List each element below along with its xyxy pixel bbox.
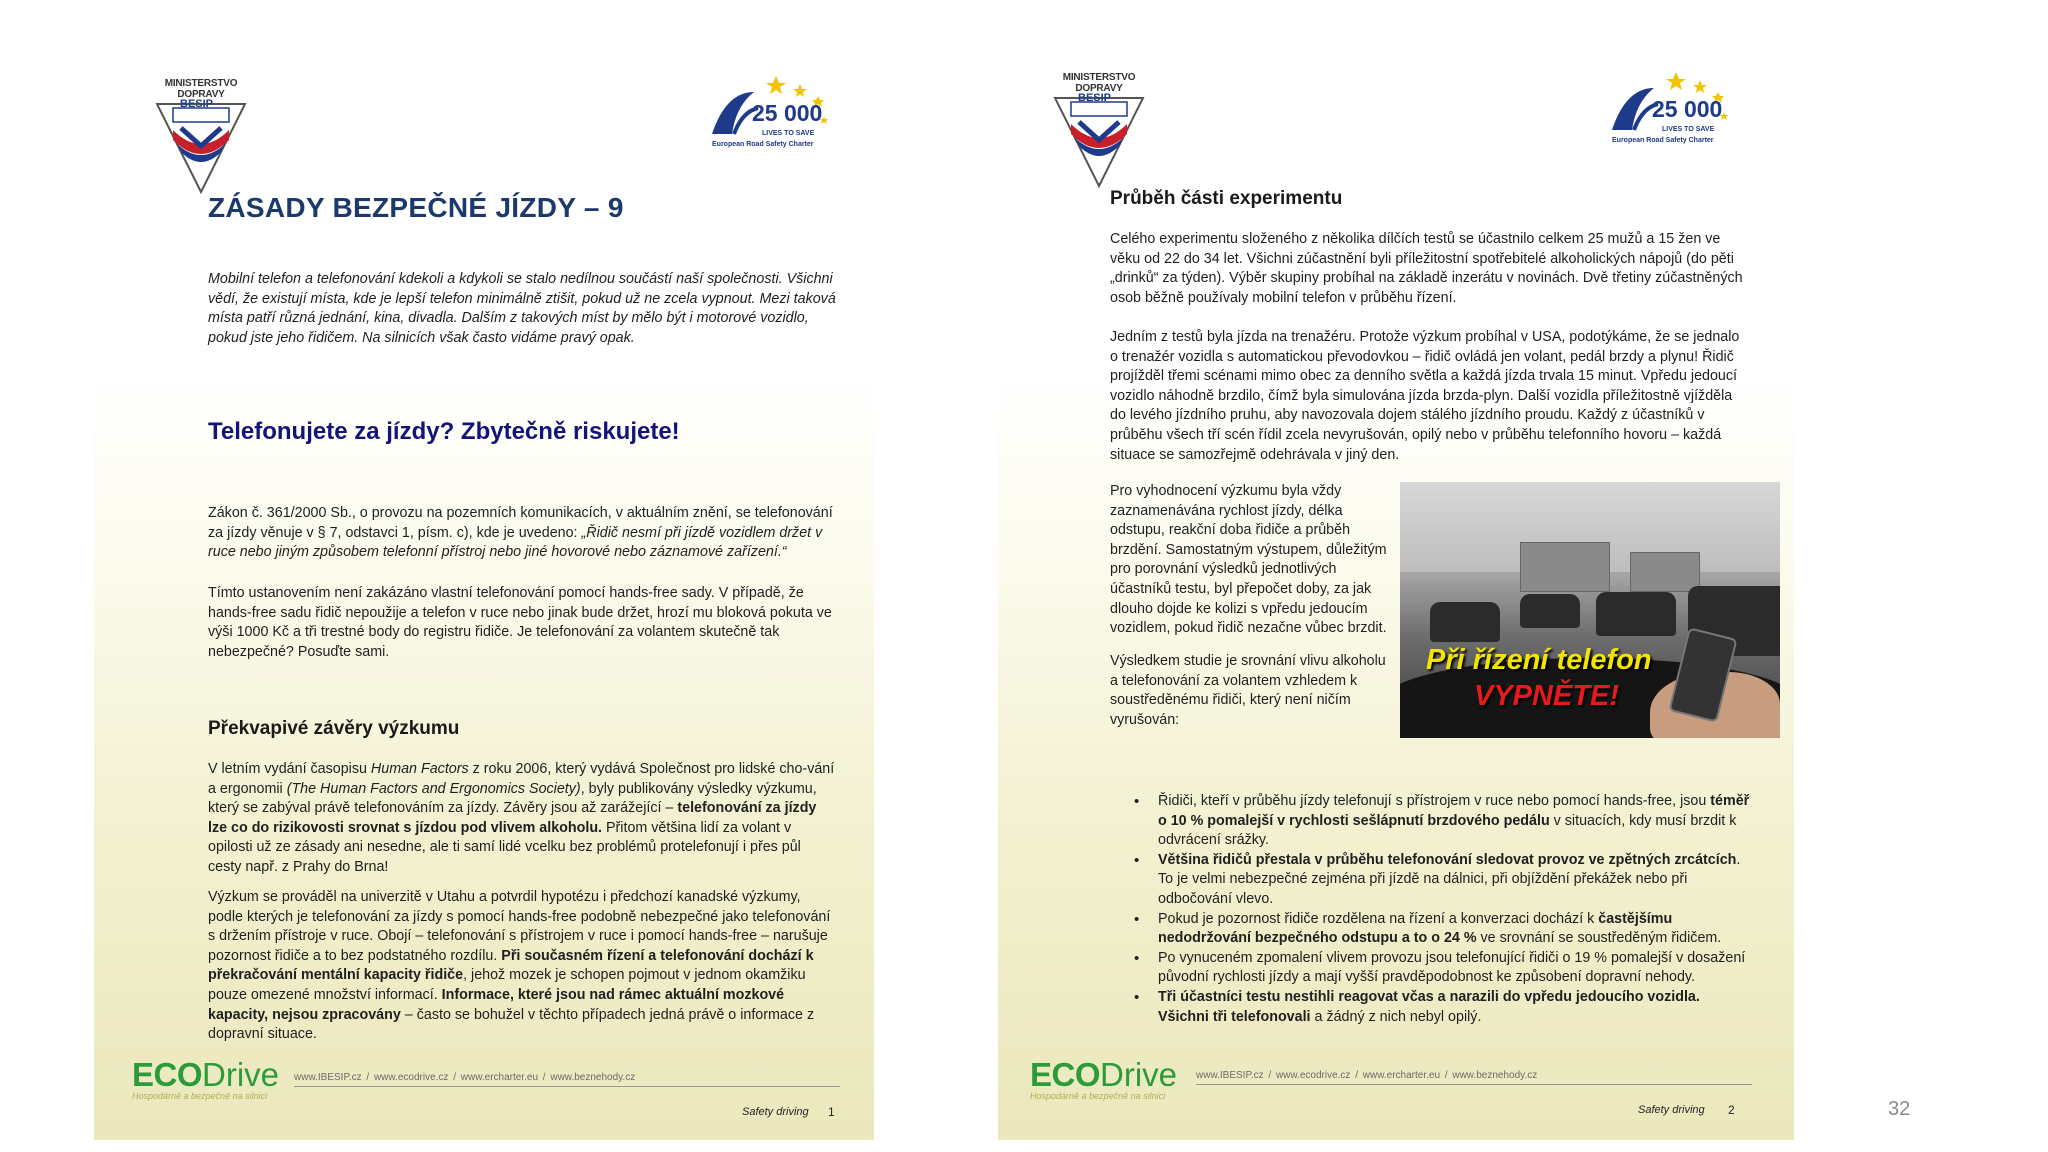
page-number: 1 [828, 1105, 835, 1119]
result-text: . To je velmi nebezpečné zejména při jízdě na dálnici, při objíždění překážek nebo při odbočování vlevo. [1158, 851, 1741, 907]
experiment-paragraph-1: Celého experimentu složeného z několika dílčích testů se účastnilo celkem 25 mužů a 15 žen ve věku od 22 do 34 let. Všichni zúčastnění byli příležitostní spotřebitelé alkoholických nápojů (do pěti „drinků“ za týden). Výběr skupiny probíhal na základě inzerátu v novinách. Dvě třetiny zúčastněných osob běžně používaly mobilní telefon v průběhu řízení. [1110, 231, 1743, 306]
research-text: Výzkum se prováděl na univerzitě v Utahu a potvrdil hypotézu i předchozí kanadské výzkumy, podle kterých je telefonování za jízdy s pomocí hands-free podobně nebezpečné jako telefonování s držením přístroje v ruce. Obojí – telefonování s přístrojem v ruce i pomocí hands-free – narušuje pozornost řidiče a to bez podstatného rozdílu. [208, 889, 831, 964]
lives-to-save-logo [1606, 72, 1746, 148]
result-highlight: Tři účastníci testu nestihli reagovat včas a narazili do vpředu jedoucího vozidla. Všichni tři telefonovali [1158, 988, 1700, 1025]
phone-warning-photo [1400, 482, 1780, 738]
result-highlight: častějšímu nedodržování bezpečného odstupu a to o 24 % [1158, 910, 1673, 947]
result-item [1134, 910, 1750, 949]
research-text: , byly publikovány výsledky výzkumu, který se zabýval právě telefonováním za jízdy. Závěry jsou až zarážející – [208, 780, 817, 817]
logo-ministry-text: MINISTERSTVO DOPRAVY [1062, 72, 1136, 94]
result-item [1134, 988, 1750, 1027]
result-text: Po vynuceném zpomalení vlivem provozu jsou telefonující řidiči o 19 % pomalejší v dosažení původní rychlosti jízdy a mají vyšší pravděpodobnost ke způsobení dopravní nehody. [1158, 949, 1746, 986]
page-title: ZÁSADY BEZPEČNÉ JÍZDY – 9 [208, 192, 624, 223]
page-number: 2 [1728, 1103, 1735, 1117]
charter-text: European Road Safety Charter [1612, 137, 1714, 144]
footer-divider [1196, 1084, 1752, 1085]
ecodrive-tagline: Hospodárně a bezpečně na silnici [1030, 1091, 1166, 1101]
section-heading: Překvapivé závěry výzkumu [208, 718, 460, 739]
experiment-paragraph-4: Výsledkem studie je srovnání vlivu alkoholu a telefonování za volantem vzhledem k soustředěnému řidiči, který není ničím vyrušován: [1110, 653, 1386, 728]
photo-house [1630, 552, 1700, 592]
footer-label: Safety driving [742, 1106, 809, 1118]
lives-count: 25 000 [752, 100, 823, 126]
ecodrive-tagline: Hospodárně a bezpečně na silnici [132, 1091, 268, 1101]
law-quote: „Řidič nesmí při jízdě vozidlem držet v ruce nebo jiným způsobem telefonní přístroj nebo jiné hovorové nebo záznamové zařízení.“ [208, 524, 823, 561]
ecodrive-eco: ECO [132, 1056, 203, 1093]
document-page-2 [998, 72, 1794, 1140]
experiment-paragraph-2: Jedním z testů byla jízda na trenažéru. Protože výzkum probíhal v USA, podotýkáme, že se jednalo o trenažér vozidla s automatickou převodovkou – řidič ovládá jen volant, pedál brzdy a plynu! Řidič projížděl třemi scénami mimo obec za denního světla a každá jízda trvala 15 minut. Vpředu jedoucí vozidlo náhodně brzdilo, čímž byla simulována jízda brzda-plyn. Další vozidla příležitostně vjížděla do levého jízdního pruhu, aby navozovala dojem stálého jízdního proudu. Každý z účastníků v průběhu všech tří scén řídil zcela nevyrušován, opilý nebo v průběhu telefonního hovoru – každá situace se samozřejmě odehrávala v jiný den. [1110, 329, 1740, 463]
footer-divider [294, 1086, 840, 1087]
research-text: – často se bohužel v těchto případech jedná právě o informace z dopravní situace. [208, 1006, 815, 1043]
result-text: v situacích, kdy musí brzdit k odvrácení srážky. [1158, 812, 1737, 849]
ecodrive-drive: Drive [1100, 1056, 1178, 1093]
experiment-heading: Průběh části experimentu [1110, 188, 1343, 209]
society-name: (The Human Factors and Ergonomics Society) [286, 780, 581, 797]
research-text: V letním vydání časopisu [208, 761, 371, 777]
charter-text: European Road Safety Charter [712, 141, 814, 148]
law-text: Zákon č. 361/2000 Sb., o provozu na pozemních komunikacích, v aktuálním znění, se telefonování za jízdy věnuje v § 7, odstavci 1, písm. c), kde je uvedeno: [208, 505, 833, 541]
result-text: a žádný z nich nebyl opilý. [1310, 1008, 1482, 1025]
result-item [1134, 949, 1750, 988]
law-paragraph [208, 504, 838, 563]
research-text: z roku 2006, který vydává Společnost pro lidské cho-vání a ergonomii [208, 761, 835, 797]
result-text: Pokud je pozornost řidiče rozdělena na řízení a konverzaci dochází k [1158, 910, 1599, 927]
experiment-paragraph-3: Pro vyhodnocení výzkumu byla vždy zaznamenávána rychlost jízdy, délka odstupu, reakční doba řidiče a průběh brzdění. Samostatným výstupem, důležitým pro porovnání výsledků jednotlivých účastníků testu, byl přepočet doby, za jak dlouho dojde ke kolizi s vpředu jedoucím vozidlem, pokud řidič nezačne vůbec brzdit. [1110, 483, 1387, 637]
logo-besip-label: BESIP [180, 98, 214, 110]
photo-car [1430, 602, 1500, 642]
lives-to-save-logo [706, 72, 846, 152]
research-paragraph-1 [208, 760, 838, 878]
footer-label: Safety driving [1638, 1104, 1705, 1116]
intro-paragraph: Mobilní telefon a telefonování kdekoli a kdykoli se stalo nedílnou součástí naší společnosti. Všichni vědí, že existují místa, kde je lepší telefon minimálně ztišit, pokud už ne zcela vypnout. Mezi taková místa patří různá jednání, kina, divadla. Dalším z takových míst by mělo být i motorové vozidlo, pokud jste jeho řidičem. Na silnicích však často vidáme pravý opak. [208, 271, 836, 346]
journal-name: Human Factors [370, 761, 469, 777]
result-highlight: téměř o 10 % pomalejší v rychlosti sešlápnutí brzdového pedálu [1158, 793, 1750, 829]
photo-car [1520, 594, 1580, 628]
result-item [1134, 851, 1750, 910]
research-paragraph-2 [208, 888, 838, 1045]
photo-car [1596, 592, 1676, 636]
blue-heading: Telefonujete za jízdy? Zbytečně riskujete! [208, 418, 680, 445]
logo-besip-label: BESIP [1078, 92, 1112, 104]
ecodrive-logo [1030, 1056, 1177, 1101]
handsfree-paragraph: Tímto ustanovením není zakázáno vlastní telefonování pomocí hands-free sady. V případě, že hands-free sadu řidič nepoužije a telefon v ruce nebo jinak bude držet, hrozí mu bloková pokuta ve výši 1000 Kč a tři trestné body do registru řidiče. Je telefonování za volantem skutečně tak nebezpečné? Posuďte sami. [208, 585, 832, 660]
photo-house [1520, 542, 1610, 592]
slide-number: 32 [1888, 1098, 1911, 1120]
document-page-1 [94, 72, 874, 1140]
research-text: Přitom většina lidí za volant v opilosti už ze zásady ani nesedne, ale ti samí lidé vcelku bez problémů protelefonují i přes půl cesty např. z Prahy do Brna! [208, 819, 801, 875]
research-highlight: telefonování za jízdy lze co do rizikovosti srovnat s jízdou pod vlivem alkoholu. [208, 800, 817, 836]
research-highlight: Při současném řízení a telefonování dochází k překračování mentální kapacity řidiče [208, 947, 814, 984]
besip-shield-icon [151, 100, 251, 196]
lives-to-save-text: LIVES TO SAVE [1662, 126, 1715, 133]
result-item [1134, 792, 1750, 851]
besip-shield-icon [1049, 94, 1149, 190]
research-text: , jehož mozek je schopen pojmout v jednom okamžiku pouze omezené množství informací. [208, 967, 806, 1003]
besip-logo [1044, 72, 1154, 190]
photo-caption-line-2: VYPNĚTE! [1474, 680, 1620, 712]
logo-ministry-text: MINISTERSTVO DOPRAVY [164, 78, 238, 100]
result-highlight: Většina řidičů přestala v průběhu telefonování sledovat provoz ve zpětných zrcátcích [1158, 851, 1737, 868]
ecodrive-logo [132, 1056, 279, 1101]
result-text: ve srovnání se soustředěným řidičem. [1476, 930, 1722, 947]
lives-count: 25 000 [1652, 96, 1723, 122]
research-highlight: Informace, které jsou nad rámec aktuální mozkové kapacity, nejsou zpracovány [208, 986, 785, 1023]
ecodrive-eco: ECO [1030, 1056, 1101, 1093]
result-text: Řidiči, kteří v průběhu jízdy telefonují s přístrojem v ruce nebo pomocí hands-free, jsou [1158, 793, 1711, 809]
footer-links: www.IBESIP.cz / www.ecodrive.cz / www.ercharter.eu / www.beznehody.cz [294, 1072, 636, 1083]
photo-caption-line-1: Při řízení telefon [1426, 644, 1652, 676]
ecodrive-drive: Drive [202, 1056, 280, 1093]
results-list [1134, 792, 1750, 1027]
footer-links: www.IBESIP.cz / www.ecodrive.cz / www.ercharter.eu / www.beznehody.cz [1196, 1070, 1538, 1081]
besip-logo [146, 78, 256, 196]
lives-to-save-text: LIVES TO SAVE [762, 130, 815, 137]
